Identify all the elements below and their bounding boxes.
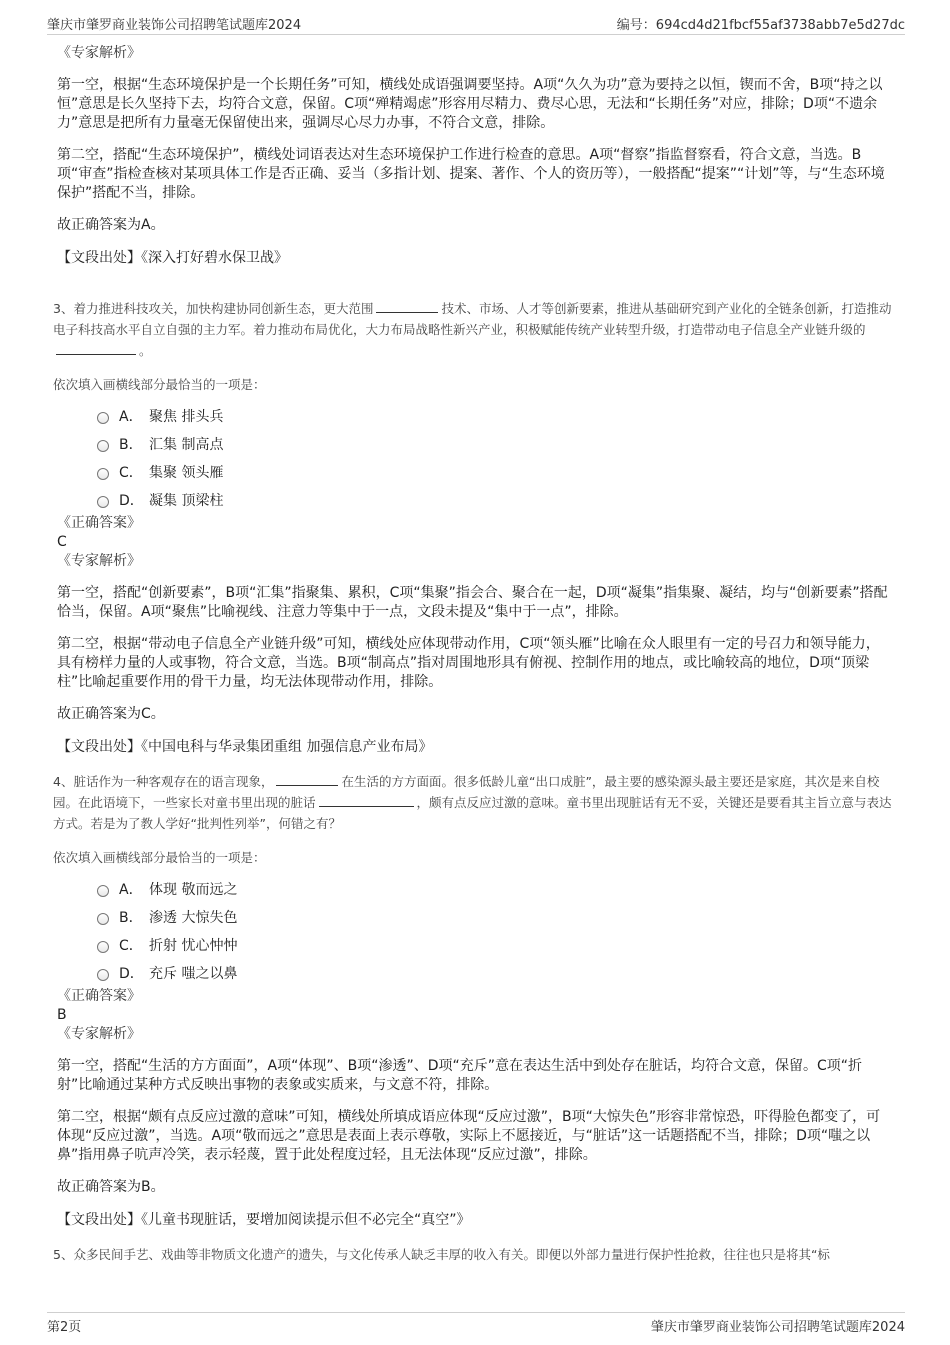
answer-label: 《正确答案》	[57, 515, 141, 531]
source-citation: 【文段出处】《深入打好碧水保卫战》	[57, 250, 288, 266]
option-b[interactable]: B． 汇集 制高点	[97, 430, 893, 458]
footer-title: 肇庆市肇罗商业装饰公司招聘笔试题库2024	[650, 1320, 905, 1335]
page-header	[47, 12, 905, 35]
radio-icon[interactable]	[97, 468, 109, 480]
question-5-text: 5、众多民间手艺、戏曲等非物质文化遗产的遗失，与文化传承人缺乏丰厚的收入有关。即便以外部力量进行保护性抢救，往往也只是将其“标	[53, 1247, 830, 1262]
page-footer	[47, 1312, 905, 1335]
radio-icon[interactable]	[97, 496, 109, 508]
question-4-hint: 依次填入画横线部分最恰当的一项是：	[53, 850, 266, 865]
answer-value: C	[57, 534, 67, 550]
option-d[interactable]: D． 凝集 顶梁柱	[97, 486, 893, 514]
analysis-label: 《专家解析》	[57, 45, 141, 61]
answer-value: B	[57, 1007, 67, 1023]
radio-icon[interactable]	[97, 440, 109, 452]
document-body	[53, 44, 893, 1265]
blank-line	[56, 342, 136, 355]
conclusion: 故正确答案为A。	[57, 217, 165, 233]
option-d[interactable]: D． 充斥 嗤之以鼻	[97, 959, 893, 987]
option-c[interactable]: C． 集聚 领头雁	[97, 458, 893, 486]
option-c[interactable]: C． 折射 忧心忡忡	[97, 931, 893, 959]
analysis-paragraph: 第一空，搭配“创新要素”，B项“汇集”指聚集、累积，C项“集聚”指会合、聚合在一起，D项“凝集”指集聚、凝结，均与“创新要素”搭配恰当，保留。A项“聚焦”比喻视线、注意力等集中于一点，文段未提及“集中于一点”，排除。	[57, 585, 888, 620]
radio-icon[interactable]	[97, 969, 109, 981]
radio-icon[interactable]	[97, 885, 109, 897]
blank-line	[276, 773, 338, 786]
page-number: 第2页	[47, 1320, 82, 1335]
conclusion: 故正确答案为B。	[57, 1179, 165, 1195]
radio-icon[interactable]	[97, 941, 109, 953]
option-a[interactable]: A． 聚焦 排头兵	[97, 402, 893, 430]
question-3-options	[97, 402, 893, 514]
analysis-paragraph: 第一空，根据“生态环境保护是一个长期任务”可知，横线处成语强调要坚持。A项“久久为功”意为要持之以恒，锲而不舍，B项“持之以恒”意思是长久坚持下去，均符合文意，保留。C项“殚精竭虑”形容用尽精力、费尽心思，无法和“长期任务”对应，排除；D项“不遗余力”意思是把所有力量毫无保留使出来，强调尽心尽力办事，不符合文意，排除。	[57, 77, 883, 131]
question-4-text: 4、脏话作为一种客观存在的语言现象， 在生活的方方面面。很多低龄儿童“出口成脏”，最主要的感染源头最主要还是家庭，其次是来自校园。在此语境下，一些家长对童书里出现的脏话 ，颇有点反应过激的意味。童书里出现脏话有无不妥，关键还是要看其主旨立意与表达方式。若是为了教人学好“批判性列举”，何错之有？	[53, 774, 892, 831]
header-title: 肇庆市肇罗商业装饰公司招聘笔试题库2024	[47, 18, 302, 33]
analysis-paragraph: 第二空，根据“带动电子信息全产业链升级”可知，横线处应体现带动作用，C项“领头雁”比喻在众人眼里有一定的号召力和领导能力，具有榜样力量的人或事物，符合文意，当选。B项“制高点”指对周围地形具有俯视、控制作用的地点，或比喻较高的地位，D项“顶梁柱”比喻起重要作用的骨干力量，均无法体现带动作用，排除。	[57, 636, 880, 690]
answer-label: 《正确答案》	[57, 988, 141, 1004]
analysis-paragraph: 第一空，搭配“生活的方方面面”，A项“体现”、B项“渗透”、D项“充斥”意在表达生活中到处存在脏话，均符合文意，保留。C项“折射”比喻通过某种方式反映出事物的表象或实质来，与文意不符，排除。	[57, 1058, 863, 1093]
question-4-options	[97, 875, 893, 987]
question-3-text: 3、着力推进科技攻关，加快构建协同创新生态，更大范围 技术、市场、人才等创新要素，推进从基础研究到产业化的全链条创新，打造推动电子科技高水平自立自强的主力军。着力推动布局优化，大力布局战略性新兴产业，积极赋能传统产业转型升级，打造带动电子信息全产业链升级的。	[53, 301, 892, 358]
option-b[interactable]: B． 渗透 大惊失色	[97, 903, 893, 931]
conclusion: 故正确答案为C。	[57, 706, 165, 722]
analysis-paragraph: 第二空，根据“颇有点反应过激的意味”可知，横线处所填成语应体现“反应过激”，B项“大惊失色”形容非常惊恐，吓得脸色都变了，可体现“反应过激”，当选。A项“敬而远之”意思是表面上表示尊敬，实际上不愿接近，与“脏话”这一话题搭配不当，排除；D项“嗤之以鼻”指用鼻子吭声冷笑，表示轻蔑，置于此处程度过轻，且无法体现“反应过激”，排除。	[57, 1109, 881, 1163]
analysis-label: 《专家解析》	[57, 1026, 141, 1042]
option-a[interactable]: A． 体现 敬而远之	[97, 875, 893, 903]
question-3-hint: 依次填入画横线部分最恰当的一项是：	[53, 377, 266, 392]
radio-icon[interactable]	[97, 913, 109, 925]
analysis-label: 《专家解析》	[57, 553, 141, 569]
document-code: 编号：694cd4d21fbcf55af3738abb7e5d27dc	[616, 18, 905, 33]
source-citation: 【文段出处】《中国电科与华录集团重组 加强信息产业布局》	[57, 739, 433, 755]
radio-icon[interactable]	[97, 412, 109, 424]
analysis-paragraph: 第二空，搭配“生态环境保护”，横线处词语表达对生态环境保护工作进行检查的意思。A项“督察”指监督察看，符合文意，当选。B项“审查”指检查核对某项具体工作是否正确、妥当（多指计划、提案、著作、个人的资历等），一般搭配“提案”“计划”等，与“生态环境保护”搭配不当，排除。	[57, 147, 885, 201]
blank-line	[319, 794, 414, 807]
source-citation: 【文段出处】《儿童书现脏话，要增加阅读提示但不必完全“真空”》	[57, 1212, 471, 1228]
blank-line	[376, 300, 438, 313]
